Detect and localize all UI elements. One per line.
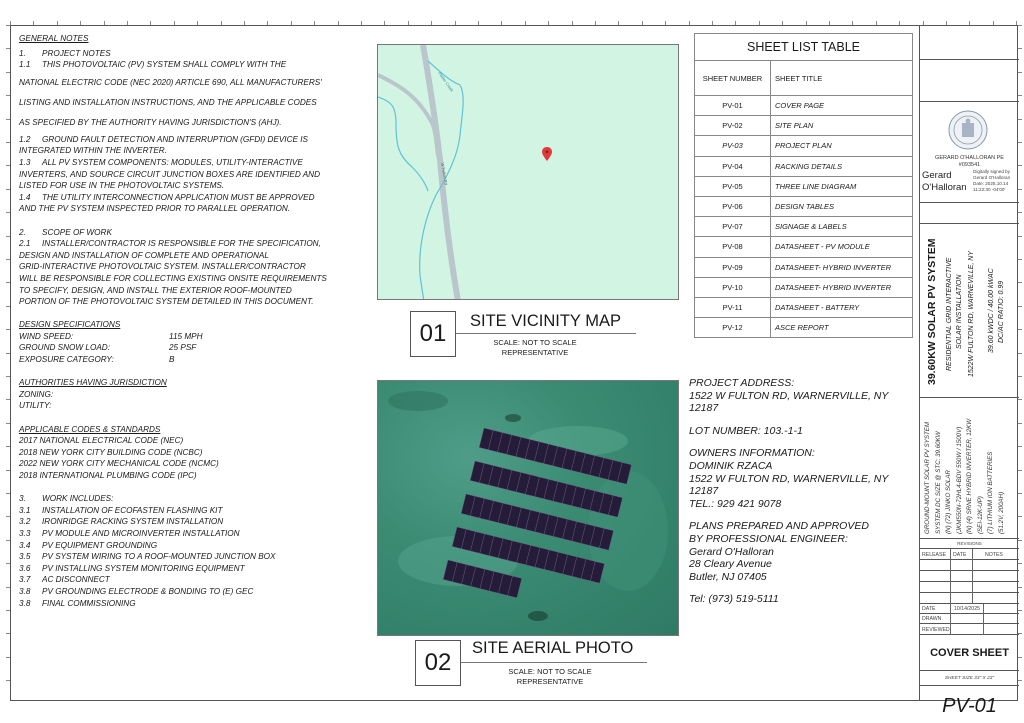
sheet-title-cell: SIGNAGE & LABELS [771, 217, 913, 237]
sheet-title-cell: DATASHEET- HYBRID INVERTER [771, 257, 913, 277]
view-note: REPRESENTATIVE [501, 348, 569, 357]
equipment-cell [920, 398, 1019, 539]
section-title: SCOPE OF WORK [42, 227, 112, 237]
note-line: LISTING AND INSTALLATION INSTRUCTIONS, AND THE APPLICABLE CODES [19, 97, 317, 107]
sheet-number-cell: PV-01 [695, 96, 771, 116]
spec-value: B [169, 355, 175, 365]
sheet-title-cell: THREE LINE DIAGRAM [771, 176, 913, 196]
left-ruler [2, 25, 10, 701]
revisions-header [920, 549, 1019, 560]
revision-row[interactable] [920, 582, 1019, 593]
sheet-name: COVER SHEET [920, 635, 1019, 671]
pe-name: GERARD O'HALLORAN PE [935, 155, 1004, 161]
engineer-street: 28 Cleary Avenue [689, 558, 772, 571]
date-label: DATE [922, 606, 936, 612]
sheet-list-caption: SHEET LIST TABLE [695, 34, 913, 61]
sheet-number-cell: PV-11 [695, 297, 771, 317]
sheet-list-row [695, 257, 913, 277]
work-number: 3.4 [19, 540, 31, 550]
sheet-title-cell: SITE PLAN [771, 116, 913, 136]
note-line: PORTION OF THE PHOTOVOLTAIC SYSTEM DETAILED IN THIS DOCUMENT. [19, 297, 314, 307]
engineer-label: PLANS PREPARED AND APPROVED [689, 520, 869, 533]
engineer-name: Gerard O'Halloran [689, 545, 774, 558]
system-title: 39.60KW SOLAR PV SYSTEM [926, 238, 938, 385]
sheet-title-cell: ASCE REPORT [771, 318, 913, 338]
section-title: WORK INCLUDES: [42, 494, 114, 504]
reviewed-label: REVIEWED [922, 627, 950, 633]
note-number: 2.1 [19, 239, 31, 249]
rev-header-notes: NOTES [985, 552, 1003, 558]
sheet-title-cell: DATASHEET - PV MODULE [771, 237, 913, 257]
sheet-size: SHEET SIZE 33" X 23" [920, 671, 1019, 686]
section-title: PROJECT NOTES [42, 48, 111, 58]
sheet-list-row [695, 237, 913, 257]
sheet-number-cell: PV-06 [695, 196, 771, 216]
aerial-graphic [378, 381, 679, 636]
work-item: FINAL COMMISSIONING [42, 598, 136, 608]
note-line: GRID-INTERACTIVE PHOTOVOLTAIC SYSTEM. INSTALLER/CONTRACTOR [19, 262, 306, 272]
title-underline [461, 662, 647, 663]
note-line: THIS PHOTOVOLTAIC (PV) SYSTEM SHALL COMPLY WITH THE [42, 60, 287, 70]
digital-sig-line: Date: 2025.10.14 [973, 181, 1009, 186]
sheet-number: PV-01 [942, 695, 997, 717]
spec-label: EXPOSURE CATEGORY: [19, 355, 114, 365]
work-item: AC DISCONNECT [42, 575, 110, 585]
date-divider [983, 604, 984, 635]
note-number: 1.1 [19, 60, 31, 70]
equipment-line: (JKM550N-72HL4-BDV 550W / 1500V) [955, 426, 963, 534]
spec-value: 115 MPH [169, 331, 203, 341]
main-road [423, 45, 458, 300]
system-sub-2: SOLAR INSTALLATION [956, 274, 963, 349]
engineer-city: Butler, NJ 07405 [689, 570, 767, 583]
section-number: 1. [19, 48, 26, 58]
rev-divider [972, 549, 973, 604]
pe-number: #093541 [958, 162, 981, 168]
owner-label: OWNERS INFORMATION: [689, 447, 815, 460]
revision-row[interactable] [920, 593, 1019, 604]
note-line: INVERTERS, AND SOURCE CIRCUIT JUNCTION BOXES ARE IDENTIFIED AND [19, 169, 320, 179]
sheet-title-cell: DESIGN TABLES [771, 196, 913, 216]
note-line: AS SPECIFIED BY THE AUTHORITY HAVING JURISDICTION'S (AHJ). [19, 117, 282, 127]
note-line: WILL BE RESPONSIBLE FOR COLLECTING EXISTING ONSITE REQUIREMENTS [19, 273, 327, 283]
note-line: AND THE PV SYSTEM INSPECTED PRIOR TO PARALLEL OPERATION. [19, 204, 291, 214]
engineer-tel: Tel: (973) 519-5111 [689, 593, 779, 606]
creek-label: Platter Creek [437, 70, 455, 93]
view-scale: SCALE: NOT TO SCALE [508, 667, 592, 676]
owner-name: DOMINIK RZACA [689, 459, 773, 472]
note-line: GROUND FAULT DETECTION AND INTERRUPTION (GFDI) DEVICE IS [42, 134, 308, 144]
equipment-line: (51.2V, 200AH) [997, 491, 1005, 534]
design-specs-heading: DESIGN SPECIFICATIONS [19, 320, 121, 330]
work-number: 3.5 [19, 552, 31, 562]
equipment-line: (7) LITHIUM ION BATTERIES [987, 451, 994, 534]
sheet-number-cell: PV-08 [695, 237, 771, 257]
pe-seal-icon [948, 110, 988, 150]
road-label: W Fulton Rd [440, 162, 449, 186]
sheet-list-table [694, 33, 913, 338]
work-item: PV MODULE AND MICROINVERTER INSTALLATION [42, 528, 240, 538]
drawn-label: DRAWN [922, 616, 942, 622]
sheet-number-cell: PV-07 [695, 217, 771, 237]
work-number: 3.6 [19, 563, 31, 573]
revision-row[interactable] [920, 571, 1019, 582]
equipment-line: (N) (4) SRNE HYBRID INVERTER, 12KW [966, 418, 973, 534]
code-item: 2018 INTERNATIONAL PLUMBING CODE (IPC) [19, 471, 197, 480]
sheet-title-cell: DATASHEET - BATTERY [771, 297, 913, 317]
sheet-number-cell: PV-04 [695, 156, 771, 176]
code-item: 2022 NEW YORK CITY MECHANICAL CODE (NCMC) [19, 459, 219, 469]
equipment-line: (SEI-12K-UP) [976, 496, 984, 534]
site-vicinity-map[interactable] [377, 44, 679, 300]
work-item: PV EQUIPMENT GROUNDING [42, 540, 158, 550]
sheet-list-row [695, 196, 913, 216]
title-block [919, 25, 1018, 717]
work-number: 3.3 [19, 528, 31, 538]
work-number: 3.7 [19, 575, 31, 585]
owner-tel: TEL.: 929 421 9078 [689, 497, 782, 510]
title-underline [456, 333, 636, 334]
project-info [689, 377, 919, 606]
sheet-number-cell: PV-03 [695, 136, 771, 156]
title-block-blank-1 [920, 25, 1019, 60]
lot-number: LOT NUMBER: 103.-1-1 [689, 424, 803, 437]
project-address-label: PROJECT ADDRESS: [689, 377, 795, 389]
work-item: PV INSTALLING SYSTEM MONITORING EQUIPMENT [42, 563, 245, 573]
digital-sig-line: Gerard O'Halloran [973, 175, 1011, 180]
sheet-number-cell: PV-05 [695, 176, 771, 196]
sheet-number-cell: PV-10 [695, 277, 771, 297]
ahj-heading: AUTHORITIES HAVING JURISDICTION [19, 378, 167, 388]
drawn-row [920, 614, 1019, 624]
note-line: LISTED FOR USE IN THE PHOTOVOLTAIC SYSTEMS. [19, 181, 225, 191]
note-line: INSTALLER/CONTRACTOR IS RESPONSIBLE FOR THE SPECIFICATION, [42, 239, 321, 249]
sheet-number-cell: PV-12 [695, 318, 771, 338]
section-number: 2. [19, 227, 26, 237]
work-item: IRONRIDGE RACKING SYSTEM INSTALLATION [42, 517, 224, 527]
rev-header-release: RELEASE [922, 552, 946, 558]
note-line: INTEGRATED WITHIN THE INVERTER. [19, 146, 167, 156]
engineer-label-2: BY PROFESSIONAL ENGINEER: [689, 532, 848, 545]
note-number: 1.4 [19, 192, 31, 202]
view-number: 02 [415, 640, 461, 686]
general-notes-heading: GENERAL NOTES [19, 34, 89, 43]
work-item: INSTALLATION OF ECOFASTEN FLASHING KIT [42, 505, 223, 515]
ahj-utility: UTILITY: [19, 401, 52, 411]
revision-row[interactable] [920, 560, 1019, 571]
sheet-list-row [695, 297, 913, 317]
date-row [920, 604, 1019, 614]
top-ruler [10, 17, 1018, 25]
sheet-number-cell: PV-09 [695, 257, 771, 277]
digital-sig-line: 11:22:30 -04'00' [973, 187, 1006, 192]
location-pin-icon[interactable] [542, 147, 552, 161]
sheet-list-row [695, 116, 913, 136]
system-description-cell [920, 202, 1019, 398]
revisions-label: REVISIONS [920, 539, 1019, 549]
site-aerial-photo[interactable] [377, 380, 679, 636]
code-item: 2018 NEW YORK CITY BUILDING CODE (NCBC) [19, 447, 203, 457]
note-line: ALL PV SYSTEM COMPONENTS: MODULES, UTILITY-INTERACTIVE [42, 157, 303, 167]
code-item: 2017 NATIONAL ELECTRICAL CODE (NEC) [19, 436, 184, 446]
sheet-list-row [695, 217, 913, 237]
system-address: 1522W FULTON RD, WARNEVILLE, NY [968, 250, 975, 377]
work-number: 3.2 [19, 517, 31, 527]
sheet-list-row [695, 156, 913, 176]
system-sub-1: RESIDENTIAL GRID INTERACTIVE [946, 257, 953, 371]
sheet-number-cell: PV-02 [695, 116, 771, 136]
note-number: 1.3 [19, 157, 31, 167]
note-line: DESIGN AND INSTALLATION OF COMPLETE AND OPERATIONAL [19, 250, 269, 260]
owner-address: 1522 W FULTON RD, WARNERVILLE, NY 12187 [689, 472, 889, 498]
work-item: PV SYSTEM WIRING TO A ROOF-MOUNTED JUNCTION BOX [42, 552, 276, 562]
spec-value: 25 PSF [169, 343, 197, 353]
view-scale: SCALE: NOT TO SCALE [493, 338, 577, 347]
codes-heading: APPLICABLE CODES & STANDARDS [19, 424, 161, 434]
header-sheet-number: SHEET NUMBER [695, 61, 771, 96]
sheet-title-cell: DATASHEET- HYBRID INVERTER [771, 277, 913, 297]
equipment-line: (N) (72) JINKO SOLAR [945, 470, 952, 534]
ahj-zoning: ZONING: [19, 389, 54, 399]
view-title: SITE AERIAL PHOTO [472, 639, 634, 657]
rev-header-date: DATE [953, 552, 967, 558]
note-line: NATIONAL ELECTRIC CODE (NEC 2020) ARTICLE 690, ALL MANUFACTURERS' [19, 77, 322, 87]
note-line: TO SPECIFY, DESIGN, AND INSTALL THE EXTERIOR ROOF-MOUNTED [19, 285, 292, 295]
spec-label: GROUND SNOW LOAD: [19, 343, 110, 353]
header-sheet-title: SHEET TITLE [771, 61, 913, 96]
equipment-line: SYSTEM DC SIZE @ STC: 39.60KW [934, 431, 942, 534]
reviewed-row [920, 624, 1019, 635]
section-number: 3. [19, 494, 26, 504]
sheet-title-cell: RACKING DETAILS [771, 156, 913, 176]
work-item: PV GROUNDING ELECTRODE & BONDING TO (E) GEC [42, 586, 254, 596]
note-line: THE UTILITY INTERCONNECTION APPLICATION MUST BE APPROVED [42, 192, 315, 202]
project-address: 1522 W FULTON RD, WARNERVILLE, NY 12187 [689, 389, 889, 415]
work-number: 3.8 [19, 586, 31, 596]
digital-sig-line: Digitally signed by [973, 169, 1011, 174]
date-divider [950, 604, 951, 635]
sheet-list-row [695, 136, 913, 156]
signature-first: Gerard [922, 170, 952, 181]
general-notes [19, 33, 364, 609]
sheet-title-cell: COVER PAGE [771, 96, 913, 116]
sheet-list-row [695, 96, 913, 116]
sheet-list-row [695, 176, 913, 196]
work-number: 3.8 [19, 598, 31, 608]
note-number: 1.2 [19, 134, 31, 144]
spec-label: WIND SPEED: [19, 331, 74, 341]
view-title: SITE VICINITY MAP [470, 312, 621, 330]
rev-divider [950, 549, 951, 604]
view-number: 01 [410, 311, 456, 357]
digital-signature [973, 169, 1010, 193]
title-block-blank-2 [920, 60, 1019, 102]
date-value: 10/14/2025 [954, 606, 980, 612]
work-number: 3.1 [19, 505, 31, 515]
map-graphic [378, 45, 679, 300]
system-ratio: DC/AC RATIO: 0.99 [998, 280, 1005, 343]
equipment-line: GROUND-MOUNT SOLAR PV SYSTEM [924, 421, 931, 534]
creek-branch [378, 97, 428, 191]
signature-last: O'Halloran [922, 182, 967, 193]
sheet-list-row [695, 318, 913, 338]
sheet-list-row [695, 277, 913, 297]
view-note: REPRESENTATIVE [516, 677, 584, 686]
sheet-title-cell: PROJECT PLAN [771, 136, 913, 156]
system-rating: 39.60 kWDC / 40.00 kWAC [988, 268, 995, 353]
